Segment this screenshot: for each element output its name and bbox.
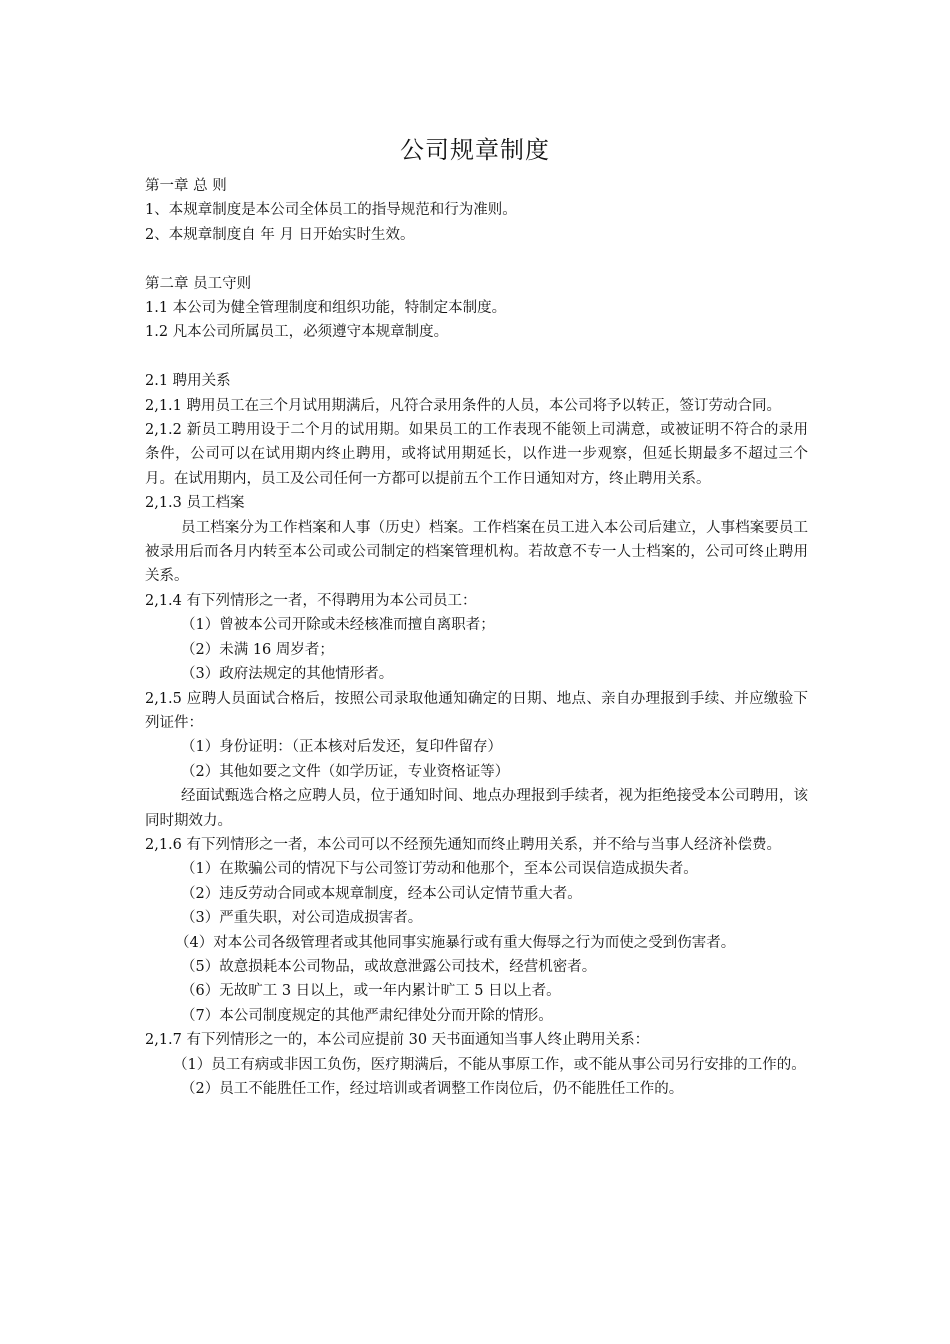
paragraph: 2,1.7 有下列情形之一的，本公司应提前 30 天书面通知当事人终止聘用关系： xyxy=(145,1032,650,1049)
paragraph: 2,1.6 有下列情形之一者，本公司可以不经预先通知而终止聘用关系，并不给与当事人经济补偿费。 xyxy=(145,836,781,853)
paragraph: 员工档案分为工作档案和人事（历史）档案。工作档案在员工进入本公司后建立，人事档案要员工被录用后而各月内转至本公司或公司制定的档案管理机构。若故意不专一人士档案的，公司可终止聘用关系。 xyxy=(145,519,808,585)
paragraph: 2,1.3 员工档案 xyxy=(145,495,245,512)
paragraph: （2）未满 16 周岁者； xyxy=(181,641,334,658)
paragraph: 2,1.5 应聘人员面试合格后，按照公司录取他通知确定的日期、地点、亲自办理报到手续、并应缴验下列证件： xyxy=(145,690,808,731)
paragraph: （1）身份证明：（正本核对后发还，复印件留存） xyxy=(181,739,502,756)
paragraph: （3）政府法规定的其他情形者。 xyxy=(181,666,394,683)
paragraph: 经面试甄选合格之应聘人员，位于通知时间、地点办理报到手续者，视为拒绝接受本公司聘用，该同时期效力。 xyxy=(145,788,808,829)
paragraph: 1.2 凡本公司所属员工，必须遵守本规章制度。 xyxy=(145,324,449,341)
paragraph: （4）对本公司各级管理者或其他同事实施暴行或有重大侮辱之行为而使之受到伤害者。 xyxy=(175,934,736,951)
paragraph: （1）员工有病或非因工负伤，医疗期满后，不能从事原工作，或不能从事公司另行安排的工作的。 xyxy=(173,1056,806,1073)
paragraph: （2）员工不能胜任工作，经过培训或者调整工作岗位后，仍不能胜任工作的。 xyxy=(181,1081,684,1097)
paragraph: （1）曾被本公司开除或未经核准而擅自离职者； xyxy=(181,617,495,634)
paragraph: 2、本规章制度自 年 月 日开始实时生效。 xyxy=(145,226,415,243)
page-title: 公司规章制度 xyxy=(400,136,550,164)
blank-line xyxy=(145,345,808,369)
paragraph: （7）本公司制度规定的其他严肃纪律处分而开除的情形。 xyxy=(181,1007,553,1024)
paragraph: （2）其他如要之文件（如学历证，专业资格证等） xyxy=(181,763,510,780)
document-body xyxy=(145,174,808,1101)
paragraph: （6）无故旷工 3 日以上，或一年内累计旷工 5 日以上者。 xyxy=(181,983,561,1000)
paragraph: （5）故意损耗本公司物品，或故意泄露公司技术，经营机密者。 xyxy=(181,958,597,975)
paragraph: 2,1.2 新员工聘用设于二个月的试用期。如果员工的工作表现不能领上司满意，或被证明不符合的录用条件，公司可以在试用期内终止聘用，或将试用期延长，以作进一步观察，但延长期最多不超过三个月。在试用期内，员工及公司任何一方都可以提前五个工作日通知对方，终止聘用关系。 xyxy=(145,422,808,487)
paragraph: 第二章 员工守则 xyxy=(145,275,252,292)
paragraph: 2.1 聘用关系 xyxy=(145,373,231,390)
paragraph: （1）在欺骗公司的情况下与公司签订劳动和他那个，至本公司误信造成损失者。 xyxy=(181,861,698,878)
paragraph: 1、本规章制度是本公司全体员工的指导规范和行为准则。 xyxy=(145,202,517,219)
paragraph: （2）违反劳动合同或本规章制度，经本公司认定情节重大者。 xyxy=(181,885,582,902)
paragraph: 第一章 总 则 xyxy=(145,178,227,194)
paragraph: 2,1.4 有下列情形之一者，不得聘用为本公司员工： xyxy=(145,592,477,609)
paragraph: 2,1.1 聘用员工在三个月试用期满后，凡符合录用条件的人员，本公司将予以转正，签订劳动合同。 xyxy=(145,397,781,414)
paragraph: （3）严重失职，对公司造成损害者。 xyxy=(181,910,423,927)
blank-line xyxy=(145,247,808,271)
paragraph: 1.1 本公司为健全管理制度和组织功能，特制定本制度。 xyxy=(145,300,507,317)
